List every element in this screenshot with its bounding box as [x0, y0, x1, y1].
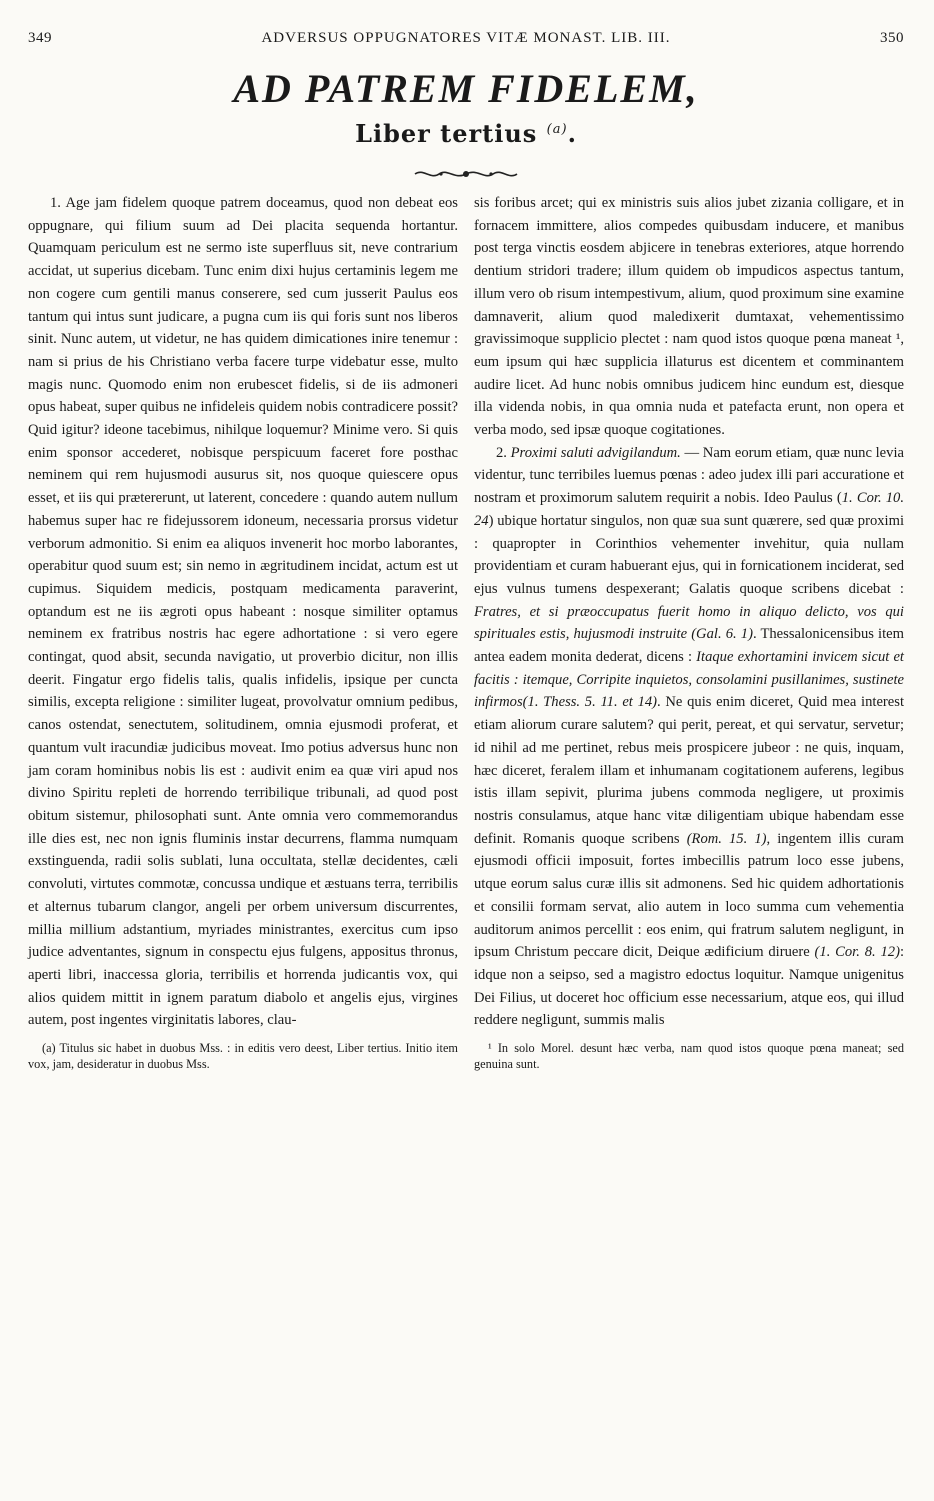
right-page-number: 350: [879, 30, 904, 46]
paragraph-2-number: 2.: [496, 444, 507, 461]
ornament-divider: [28, 166, 904, 182]
paragraph-1-continuation: sis foribus arcet; qui ex ministris suis alios jubet zizania colligare, et in fornacem immittere, alios compedes quibusdam inducere, et manibus post terga vinctis eosdem abjicere in tenebras exteriores, atque horrendo dentium stridori tradere; illum quidem ob impudicos aspectus tantum, illum vero ob risum intempestivum, alium, quod proximum sine examine damnaverit, alium quod maledixerit dumtaxat, vehementissimo gravissimoque supplicio plectet : nam quod istos quoque pœna maneat ¹, eum ipsum qui hæc supplicia illaturus est dicentem et comminantem audire licet. Ad hunc nobis omnibus judicem hinc eundum est, diesque illa videnda nobis, in qua omnia nuda et patefacta erunt, non opera et verba modo, sed ipsæ quoque cogitationes.: [474, 195, 904, 439]
p2-text-6: : idque non a seipso, sed a magistro edoctus loquitur. Namque unigenitus Dei Filius, ut doceret hoc officium esse necessarium, atque eos, qui illud reddere negligunt, summis malis: [474, 944, 904, 1029]
p2-ref-2: (Gal. 6. 1): [691, 626, 753, 643]
text-columns: [28, 192, 904, 1072]
main-title: AD PATREM FIDELEM,: [233, 66, 699, 111]
p2-ref-1: 1. Cor. 10. 24: [474, 490, 904, 529]
paragraph-2: [474, 442, 904, 1032]
left-footnote: [28, 1040, 458, 1072]
p2-text-2: ) ubique hortatur singulos, non quæ sua sunt quærere, sed quæ proximi : quapropter in Corinthios vehementer invehitur, quia nullam providentiam et curam habuerant ejus, qui in fornicationem inciderat, sed ejus vulnus tumens despexerant; Galatis quoque scribens dicebat :: [474, 512, 904, 597]
left-page-number: 349: [28, 30, 52, 46]
paragraph-1: 1. Age jam fidelem quoque patrem doceamus, quod non debeat eos oppugnare, qui filium suum ad Dei placita sequenda hortantur. Quamquam periculum est ne sermo iste superfluus sit, neve contrarium accidat, ut superius dicebam. Tunc enim dixi hujus certaminis legem me non cogere cum gentili manus conserere, sed cum jusserit Paulus eos tantum qui intus sunt judicare, a pugna cum iis qui foris sunt nos liberos sinit. Nunc autem, ut videtur, ne has quidem dimicationes inire tenemur : nam si prius de his Christiano verba facere turpe videbatur esse, multo magis nunc. Quomodo enim non erubescet fidelis, si de iis admoneri opus habeat, super quibus ne infideleis quidem nobis contradicere possit? Quid igitur? ideone tacebimus, nihilque loquemur? Minime vero. Si quis enim sponsor accederet, nobisque perspicuum faceret fore posthac neminem qui rem hujusmodi ausurus sit, nos quoque quiescere opus esset, et iis qui prætererunt, ut laterent, concedere : quando autem nullum habemus super hac re fidejussorem idoneum, necessaria prorsus videtur verborum admonitio. Si enim ea aliquos invenerit hoc morbo laborantes, operabitur quod suum est; sin nemo in ægritudinem incidat, actum est ut cupimus. Siquidem medicis, postquam medicamenta paraverint, optandum est ne iis ægroti opus habeant : nosque similiter optamus neminem ex fratribus nostris hac egere adhortatione : si vero egere contingat, quod absit, secunda navigatio, ut proverbio dicitur, non illis deerit. Fingatur ergo fidelis talis, qualis infidelis, ipsique per cuncta similis, excepta religione : similiter lugeat, provolvatur omnium pedibus, canos ostendat, senectutem, solitudinem, omnia ejusmodi proferat, et quantum vult iracundiæ judicibus moveat. Imo potius adversus hunc non jam coram hominibus nobis lis est : audivit enim ea quæ viri apud nos divino Spiritu repleti de horrendo terribilique tribunali, ad quod post obitum sistemur, philosophati sunt. Ante omnia vero commemorandus ille dies est, nec non ignis fluminis instar decurrens, flamma numquam exstinguenda, radii solis sublati, luna occultata, stellæ decidentes, cæli convoluti, virtutes commotæ, concussa undique et æstuans terra, terribilis et alternus tubarum clangor, angeli per orbem universum discurrentes, millia millium adstantium, myriades ministrantes, exercitus cum ipso judice adventantes, signum in conspectu ejus fulgens, appositus thronus, aperti libri, inaccessa gloria, terribilis et horrenda judicantis vox, qui alios quidem mittit in ignem paratum diabolo et angelis ejus, virgines autem, post ingentes virginitatis labores, clau-: [28, 195, 458, 1029]
ornament-icon: [411, 166, 521, 182]
running-title: ADVERSUS OPPUGNATORES VITÆ MONAST. LIB. III.: [261, 30, 671, 46]
p2-quote-2: Itaque exhortamini invicem sicut et facitis : itemque, Corripite inquietos, consolamini pusillanimes, sustinete infirmos: [474, 649, 904, 711]
p2-text-3: . Thessalonicensibus item antea eadem monita dederat, dicens :: [474, 626, 904, 666]
p2-text-4: . Ne quis enim diceret, Quid mea interest etiam aliorum curare salutem? qui perit, pereat, et qui servatur, servetur; id nihil ad me pertinet, rebus meis prospicere jubeor : ne quis, inquam, hæc diceret, feralem illam et inhumanam cogitationem auferens, legibus istis illam sepivit, plurima jubens commoda negligere, ut proximis nostris consulamus, atque hanc vitæ diligentiam ubique habendam esse definit. Romanis quoque scribens: [474, 694, 904, 847]
right-footnote: [474, 1040, 904, 1072]
running-head: [28, 30, 904, 47]
right-column: [474, 192, 904, 1072]
paragraph-2-heading: Proximi saluti advigilandum.: [510, 444, 681, 461]
footnote-a: (a) Titulus sic habet in duobus Mss. : in editis vero deest, Liber tertius. Initio item vox, jam, desideratur in duobus Mss.: [28, 1041, 458, 1072]
subtitle: Liber tertius $^{(a)}$.: [355, 119, 577, 148]
subtitle-text: Liber tertius: [355, 119, 538, 148]
left-column: [28, 192, 458, 1072]
p2-ref-4: (Rom. 15. 1): [686, 830, 767, 847]
p2-ref-3: (1. Thess. 5. 11. et 14): [522, 694, 658, 711]
subtitle-note-marker: (a): [546, 122, 568, 137]
p2-text-5: , ingentem illis curam ejusmodi officii imposuit, fortes imbecillis patrum loco esse jubens, utque eorum salus curæ illis sit admonens. Sed hic quidem adhortationis et consilii formam servat, alio autem in loco summa cum vehementia auditorum animos percellit : eos enim, qui fratrum salutem negligunt, in ipsum Christum peccare dicit, Deique ædificium diruere: [474, 830, 904, 961]
p2-text-1: — Nam eorum etiam, quæ nunc levia videntur, tunc terribiles luemus pœnas : adeo judex illi pari accuratione et nostram et proximorum salutem requirit a nobis. Ideo Paulus (: [474, 444, 904, 507]
p2-quote-1: Fratres, et si præoccupatus fuerit homo in aliquo delicto, vos qui spirituales estis, hujusmodi instruite: [474, 603, 904, 643]
p2-ref-5: (1. Cor. 8. 12): [814, 944, 900, 961]
footnote-1: ¹ In solo Morel. desunt hæc verba, nam quod istos quoque pœna maneat; sed genuina sunt.: [474, 1041, 904, 1072]
